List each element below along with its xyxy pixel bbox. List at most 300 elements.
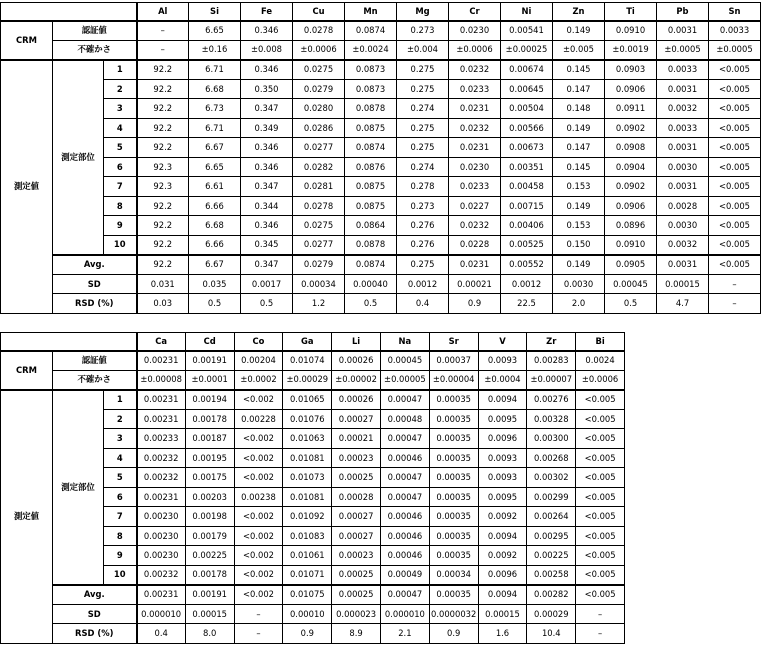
- element-header: Cr: [449, 3, 501, 21]
- position-number: 7: [104, 507, 137, 527]
- measured-value: 0.147: [553, 79, 605, 99]
- certified-value: –: [137, 21, 189, 41]
- measured-value: 0.346: [241, 60, 293, 80]
- measured-value: 0.01092: [283, 507, 332, 527]
- measured-value: 0.00046: [380, 546, 429, 566]
- position-number: 1: [104, 390, 137, 410]
- measured-value: 0.0281: [293, 177, 345, 197]
- measured-value: 0.00268: [527, 448, 576, 468]
- certified-value: 6.65: [189, 21, 241, 41]
- uncertainty-value: ±0.0005: [709, 40, 761, 60]
- certified-value: 0.00231: [137, 351, 186, 371]
- position-number: 3: [104, 429, 137, 449]
- corner-cell: [1, 3, 137, 21]
- measured-value: 6.67: [189, 138, 241, 158]
- measured-value: <0.005: [709, 235, 761, 255]
- measured-value: 0.153: [553, 216, 605, 236]
- measured-value: 0.0275: [293, 216, 345, 236]
- position-number: 8: [104, 196, 137, 216]
- uncertainty-value: ±0.0019: [605, 40, 657, 60]
- uncertainty-value: –: [137, 40, 189, 60]
- sd-value: –: [709, 274, 761, 294]
- certified-value: 0.00283: [527, 351, 576, 371]
- certified-value: 0.00204: [234, 351, 283, 371]
- measured-value: 0.00300: [527, 429, 576, 449]
- avg-value: 0.00035: [429, 585, 478, 605]
- measured-value: 0.0093: [478, 448, 527, 468]
- measured-value: 0.00231: [137, 487, 186, 507]
- certified-value: 0.0230: [449, 21, 501, 41]
- measured-value: 0.0231: [449, 99, 501, 119]
- measured-value: <0.005: [576, 565, 625, 585]
- avg-value: 6.67: [189, 255, 241, 275]
- certified-value: 0.0033: [709, 21, 761, 41]
- element-header: Cu: [293, 3, 345, 21]
- measured-value: 0.0275: [293, 60, 345, 80]
- measured-value: 0.346: [241, 157, 293, 177]
- measured-value: 0.0033: [657, 60, 709, 80]
- element-header: Ni: [501, 3, 553, 21]
- rsd-value: 1.6: [478, 624, 527, 644]
- measured-value: 92.2: [137, 196, 189, 216]
- measured-value: 0.00035: [429, 448, 478, 468]
- uncertainty-value: ±0.004: [397, 40, 449, 60]
- avg-value: <0.002: [234, 585, 283, 605]
- position-number: 1: [104, 60, 137, 80]
- measured-value: 92.2: [137, 60, 189, 80]
- measured-value: <0.002: [234, 448, 283, 468]
- uncertainty-value: ±0.00002: [332, 370, 381, 390]
- avg-label: Avg.: [53, 585, 137, 605]
- avg-label: Avg.: [53, 255, 137, 275]
- measured-value: 0.00178: [185, 565, 234, 585]
- measured-value: <0.005: [709, 99, 761, 119]
- measured-value: 0.0911: [605, 99, 657, 119]
- measured-value: 0.00504: [501, 99, 553, 119]
- results-table-1: [0, 2, 761, 314]
- measured-value: 0.00276: [527, 390, 576, 410]
- measured-value: 0.00035: [429, 546, 478, 566]
- uncertainty-value: ±0.0006: [576, 370, 625, 390]
- sd-value: 0.00021: [449, 274, 501, 294]
- uncertainty-value: ±0.16: [189, 40, 241, 60]
- position-number: 2: [104, 409, 137, 429]
- avg-value: 0.00552: [501, 255, 553, 275]
- measured-value: <0.005: [576, 468, 625, 488]
- measured-value: 0.00232: [137, 565, 186, 585]
- avg-value: 0.347: [241, 255, 293, 275]
- sd-value: 0.000023: [332, 604, 381, 624]
- measured-value: 0.0232: [449, 60, 501, 80]
- rsd-value: 4.7: [657, 294, 709, 314]
- measured-value: 92.3: [137, 157, 189, 177]
- measured-value: 0.0910: [605, 235, 657, 255]
- element-header: Sn: [709, 3, 761, 21]
- sd-value: 0.00010: [283, 604, 332, 624]
- measured-value: 6.71: [189, 118, 241, 138]
- measured-label: 測定値: [1, 390, 53, 644]
- sd-value: 0.00045: [605, 274, 657, 294]
- certified-value: 0.00026: [332, 351, 381, 371]
- measured-value: 0.00047: [380, 468, 429, 488]
- measured-value: 0.00046: [380, 448, 429, 468]
- measured-value: <0.005: [576, 487, 625, 507]
- measured-value: 0.00048: [380, 409, 429, 429]
- measured-value: <0.005: [576, 390, 625, 410]
- certified-value: 0.0874: [345, 21, 397, 41]
- measured-value: 0.0878: [345, 99, 397, 119]
- measured-value: 0.274: [397, 99, 449, 119]
- avg-value: 0.00231: [137, 585, 186, 605]
- rsd-value: –: [576, 624, 625, 644]
- crm-label: CRM: [1, 351, 53, 390]
- measured-value: 0.00046: [380, 507, 429, 527]
- measured-value: 0.0906: [605, 196, 657, 216]
- position-number: 10: [104, 235, 137, 255]
- certified-value: 0.346: [241, 21, 293, 41]
- measured-value: 0.0277: [293, 138, 345, 158]
- rsd-label: RSD (%): [53, 624, 137, 644]
- measured-value: 0.01061: [283, 546, 332, 566]
- measured-value: 0.00225: [185, 546, 234, 566]
- sd-value: 0.000010: [137, 604, 186, 624]
- sd-value: 0.00029: [527, 604, 576, 624]
- certified-value: 0.0024: [576, 351, 625, 371]
- measured-value: 0.0904: [605, 157, 657, 177]
- avg-value: 0.0279: [293, 255, 345, 275]
- position-number: 4: [104, 118, 137, 138]
- measured-value: 0.00027: [332, 409, 381, 429]
- measured-value: 0.0908: [605, 138, 657, 158]
- measured-value: 0.00232: [137, 468, 186, 488]
- measured-value: 0.00047: [380, 390, 429, 410]
- avg-value: 0.00047: [380, 585, 429, 605]
- sd-value: 0.0012: [397, 274, 449, 294]
- measured-value: 0.0277: [293, 235, 345, 255]
- position-number: 5: [104, 468, 137, 488]
- element-header: Bi: [576, 333, 625, 351]
- measured-value: <0.005: [576, 448, 625, 468]
- measured-value: <0.005: [709, 216, 761, 236]
- measured-value: 0.00027: [332, 507, 381, 527]
- measured-value: 0.0032: [657, 99, 709, 119]
- uncertainty-value: ±0.0002: [234, 370, 283, 390]
- positions-label: 測定部位: [53, 390, 104, 585]
- avg-value: 92.2: [137, 255, 189, 275]
- measured-value: 0.153: [553, 177, 605, 197]
- measured-value: 0.274: [397, 157, 449, 177]
- measured-value: 0.00023: [332, 448, 381, 468]
- results-table-2: [0, 332, 625, 644]
- avg-value: 0.0874: [345, 255, 397, 275]
- measured-value: 0.345: [241, 235, 293, 255]
- measured-value: <0.005: [576, 429, 625, 449]
- rsd-value: 0.5: [189, 294, 241, 314]
- measured-value: 0.00299: [527, 487, 576, 507]
- measured-value: 0.00458: [501, 177, 553, 197]
- measured-value: 0.00179: [185, 526, 234, 546]
- rsd-value: 0.9: [283, 624, 332, 644]
- position-number: 2: [104, 79, 137, 99]
- rsd-value: 1.2: [293, 294, 345, 314]
- measured-value: 0.00035: [429, 429, 478, 449]
- uncertainty-value: ±0.00007: [527, 370, 576, 390]
- measured-value: 0.00231: [137, 390, 186, 410]
- measured-value: <0.005: [576, 526, 625, 546]
- measured-value: <0.002: [234, 429, 283, 449]
- measured-value: 92.2: [137, 79, 189, 99]
- avg-value: 0.01075: [283, 585, 332, 605]
- measured-value: 0.0096: [478, 565, 527, 585]
- measured-value: 0.01073: [283, 468, 332, 488]
- certified-value: 0.01074: [283, 351, 332, 371]
- measured-value: 0.00230: [137, 546, 186, 566]
- measured-value: 0.00023: [332, 546, 381, 566]
- measured-value: 0.00035: [429, 526, 478, 546]
- measured-value: 0.0094: [478, 526, 527, 546]
- measured-value: 0.346: [241, 216, 293, 236]
- measured-value: 0.01063: [283, 429, 332, 449]
- measured-value: 0.00406: [501, 216, 553, 236]
- sd-value: 0.00034: [293, 274, 345, 294]
- measured-value: 0.0231: [449, 138, 501, 158]
- measured-value: 0.01083: [283, 526, 332, 546]
- measured-value: 0.0095: [478, 487, 527, 507]
- measured-value: 0.0906: [605, 79, 657, 99]
- measured-value: 0.347: [241, 177, 293, 197]
- measured-value: 6.73: [189, 99, 241, 119]
- sd-value: 0.00040: [345, 274, 397, 294]
- measured-value: 0.00034: [429, 565, 478, 585]
- certified-value: 0.00541: [501, 21, 553, 41]
- certified-value: 0.0278: [293, 21, 345, 41]
- measured-value: 0.275: [397, 60, 449, 80]
- rsd-value: –: [234, 624, 283, 644]
- element-header: Fe: [241, 3, 293, 21]
- sd-value: 0.0017: [241, 274, 293, 294]
- measured-value: 0.00021: [332, 429, 381, 449]
- uncertainty-value: ±0.0001: [185, 370, 234, 390]
- measured-value: 0.0033: [657, 118, 709, 138]
- measured-value: 0.00258: [527, 565, 576, 585]
- element-header: Ca: [137, 333, 186, 351]
- measured-value: 6.71: [189, 60, 241, 80]
- measured-value: 0.00046: [380, 526, 429, 546]
- measured-value: 6.66: [189, 235, 241, 255]
- sd-value: 0.0030: [553, 274, 605, 294]
- measured-value: 0.00049: [380, 565, 429, 585]
- sd-value: 0.000010: [380, 604, 429, 624]
- sd-label: SD: [53, 604, 137, 624]
- measured-value: 0.0875: [345, 118, 397, 138]
- rsd-label: RSD (%): [53, 294, 137, 314]
- measured-value: 0.273: [397, 196, 449, 216]
- measured-value: 0.00198: [185, 507, 234, 527]
- measured-value: 0.0278: [293, 196, 345, 216]
- measured-value: <0.005: [709, 118, 761, 138]
- measured-value: 0.0896: [605, 216, 657, 236]
- measured-value: 6.66: [189, 196, 241, 216]
- measured-value: 0.0233: [449, 79, 501, 99]
- uncertainty-value: ±0.005: [553, 40, 605, 60]
- rsd-value: 0.03: [137, 294, 189, 314]
- measured-value: 0.00195: [185, 448, 234, 468]
- uncertainty-value: ±0.008: [241, 40, 293, 60]
- position-number: 6: [104, 487, 137, 507]
- measured-value: 0.01081: [283, 448, 332, 468]
- element-header: Co: [234, 333, 283, 351]
- measured-value: 0.0279: [293, 79, 345, 99]
- measured-value: 0.00026: [332, 390, 381, 410]
- measured-value: 0.00233: [137, 429, 186, 449]
- rsd-value: –: [709, 294, 761, 314]
- certified-value: 0.0031: [657, 21, 709, 41]
- rsd-value: 10.4: [527, 624, 576, 644]
- avg-value: 0.275: [397, 255, 449, 275]
- measured-value: 0.149: [553, 196, 605, 216]
- measured-value: 6.65: [189, 157, 241, 177]
- rsd-value: 8.9: [332, 624, 381, 644]
- avg-value: 0.0094: [478, 585, 527, 605]
- measured-value: 0.275: [397, 138, 449, 158]
- measured-value: 92.2: [137, 138, 189, 158]
- certified-value: 0.00191: [185, 351, 234, 371]
- measured-value: <0.002: [234, 565, 283, 585]
- uncertainty-value: ±0.00008: [137, 370, 186, 390]
- measured-value: 0.0282: [293, 157, 345, 177]
- avg-value: 0.0231: [449, 255, 501, 275]
- measured-value: 0.149: [553, 118, 605, 138]
- element-header: Si: [189, 3, 241, 21]
- avg-value: 0.0905: [605, 255, 657, 275]
- measured-value: 0.0873: [345, 79, 397, 99]
- measured-value: <0.005: [709, 196, 761, 216]
- measured-value: 0.00047: [380, 487, 429, 507]
- measured-value: <0.005: [576, 507, 625, 527]
- measured-value: 0.0232: [449, 216, 501, 236]
- measured-value: 0.0227: [449, 196, 501, 216]
- uncertainty-value: ±0.0004: [478, 370, 527, 390]
- measured-value: 0.344: [241, 196, 293, 216]
- element-header: Mn: [345, 3, 397, 21]
- measured-value: 6.68: [189, 79, 241, 99]
- measured-value: 0.00027: [332, 526, 381, 546]
- measured-value: 0.276: [397, 235, 449, 255]
- element-header: Sr: [429, 333, 478, 351]
- rsd-value: 0.9: [449, 294, 501, 314]
- certified-value: 0.0910: [605, 21, 657, 41]
- rsd-value: 22.5: [501, 294, 553, 314]
- measured-value: 0.00645: [501, 79, 553, 99]
- measured-value: 0.0902: [605, 118, 657, 138]
- rsd-value: 0.5: [345, 294, 397, 314]
- measured-value: 0.147: [553, 138, 605, 158]
- position-number: 10: [104, 565, 137, 585]
- measured-value: 0.0230: [449, 157, 501, 177]
- rsd-value: 0.4: [137, 624, 186, 644]
- measured-value: 0.00566: [501, 118, 553, 138]
- measured-value: 0.0875: [345, 196, 397, 216]
- uncertainty-value: ±0.00004: [429, 370, 478, 390]
- element-header: Li: [332, 333, 381, 351]
- sd-value: –: [234, 604, 283, 624]
- measured-value: 0.0031: [657, 177, 709, 197]
- measured-value: 0.00295: [527, 526, 576, 546]
- measured-value: 0.00232: [137, 448, 186, 468]
- position-number: 5: [104, 138, 137, 158]
- sd-value: 0.031: [137, 274, 189, 294]
- measured-value: <0.002: [234, 507, 283, 527]
- measured-value: 0.01065: [283, 390, 332, 410]
- measured-label: 測定値: [1, 60, 53, 314]
- certified-value: 0.00037: [429, 351, 478, 371]
- measured-value: <0.005: [709, 138, 761, 158]
- measured-value: 0.150: [553, 235, 605, 255]
- corner-cell: [1, 333, 137, 351]
- measured-value: <0.005: [709, 177, 761, 197]
- measured-value: 0.00035: [429, 409, 478, 429]
- position-number: 3: [104, 99, 137, 119]
- measured-value: <0.002: [234, 468, 283, 488]
- measured-value: 0.0874: [345, 138, 397, 158]
- position-number: 8: [104, 526, 137, 546]
- measured-value: 0.00025: [332, 565, 381, 585]
- measured-value: 0.00035: [429, 390, 478, 410]
- certified-value: 0.00045: [380, 351, 429, 371]
- measured-value: 0.350: [241, 79, 293, 99]
- measured-value: 0.0280: [293, 99, 345, 119]
- uncertainty-label: 不確かさ: [53, 370, 137, 390]
- avg-value: 0.00191: [185, 585, 234, 605]
- measured-value: 0.00228: [234, 409, 283, 429]
- measured-value: 0.00715: [501, 196, 553, 216]
- measured-value: 0.145: [553, 60, 605, 80]
- measured-value: <0.005: [576, 546, 625, 566]
- avg-value: <0.005: [576, 585, 625, 605]
- certified-label: 認証値: [53, 351, 137, 371]
- measured-value: 0.0032: [657, 235, 709, 255]
- measured-value: 0.00230: [137, 526, 186, 546]
- positions-label: 測定部位: [53, 60, 104, 255]
- measured-value: <0.005: [709, 157, 761, 177]
- measured-value: 0.00047: [380, 429, 429, 449]
- uncertainty-value: ±0.0006: [293, 40, 345, 60]
- element-header: Ti: [605, 3, 657, 21]
- measured-value: 0.00178: [185, 409, 234, 429]
- measured-value: 0.0876: [345, 157, 397, 177]
- measured-value: 0.00035: [429, 468, 478, 488]
- avg-value: 0.00282: [527, 585, 576, 605]
- measured-value: 0.00035: [429, 507, 478, 527]
- position-number: 6: [104, 157, 137, 177]
- measured-value: 0.00203: [185, 487, 234, 507]
- measured-value: <0.002: [234, 390, 283, 410]
- measured-value: 0.0095: [478, 409, 527, 429]
- measured-value: 0.0092: [478, 546, 527, 566]
- avg-value: 0.00025: [332, 585, 381, 605]
- measured-value: <0.002: [234, 526, 283, 546]
- measured-value: 0.00225: [527, 546, 576, 566]
- measured-value: 0.0286: [293, 118, 345, 138]
- rsd-value: 0.4: [397, 294, 449, 314]
- measured-value: 0.276: [397, 216, 449, 236]
- measured-value: 6.68: [189, 216, 241, 236]
- measured-value: 0.148: [553, 99, 605, 119]
- measured-value: 0.0875: [345, 177, 397, 197]
- measured-value: 0.0031: [657, 79, 709, 99]
- measured-value: 0.00175: [185, 468, 234, 488]
- certified-value: 0.273: [397, 21, 449, 41]
